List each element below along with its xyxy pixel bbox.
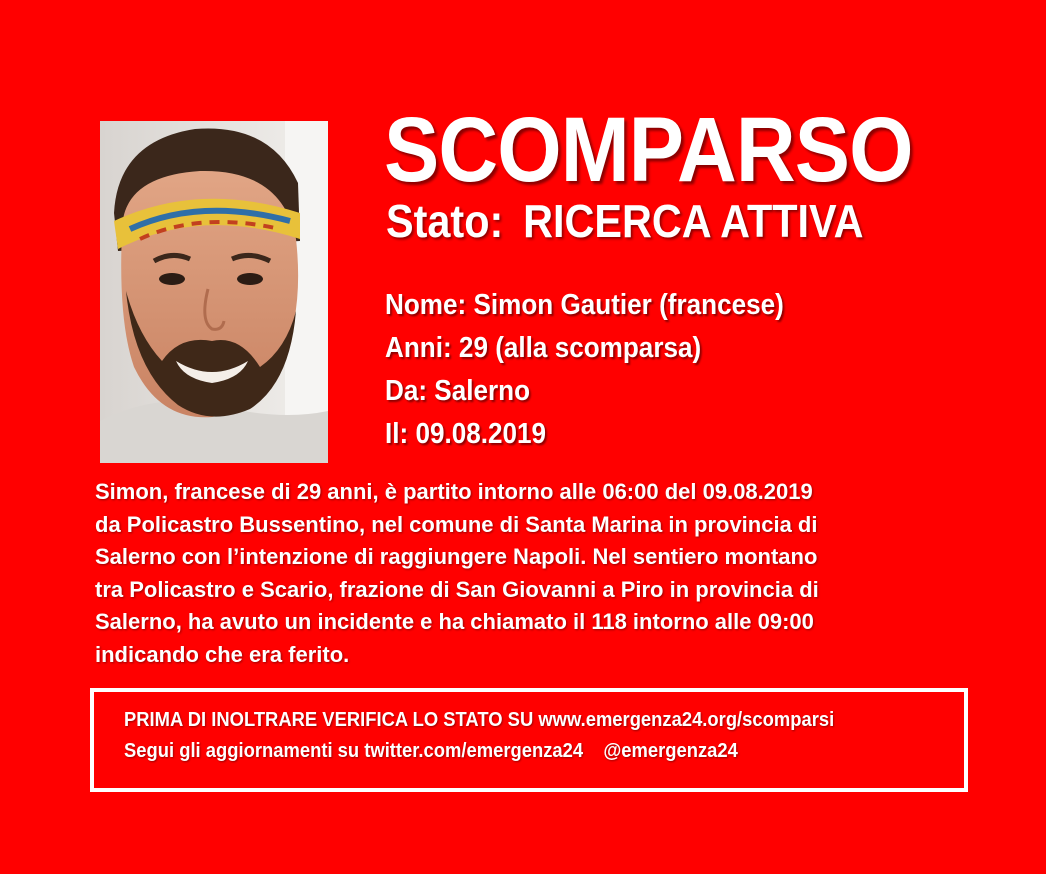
headline-missing: SCOMPARSO: [384, 99, 913, 201]
fact-from: Da: Salerno: [385, 375, 531, 407]
status-line: [386, 195, 864, 247]
status-value: RICERCA ATTIVA: [523, 195, 864, 247]
description-line: Salerno, ha avuto un incidente e ha chiamato il 118 intorno alle 09:00: [95, 609, 814, 634]
footer-verify-text: PRIMA DI INOLTRARE VERIFICA LO STATO SU www.emergenza24.org/scomparsi: [124, 709, 835, 731]
description-paragraph: [95, 476, 965, 671]
fact-date: Il: 09.08.2019: [385, 418, 547, 450]
person-facts: [385, 284, 784, 456]
description-line: tra Policastro e Scario, frazione di San Giovanni a Piro in provincia di: [95, 576, 819, 602]
description-line: Simon, francese di 29 anni, è partito intorno alle 06:00 del 09.08.2019: [95, 479, 813, 504]
footer-notice-box: [90, 688, 968, 792]
footer-handle: @emergenza24: [603, 740, 738, 762]
description-line: da Policastro Bussentino, nel comune di Santa Marina in provincia di: [95, 511, 818, 537]
fact-age: Anni: 29 (alla scomparsa): [385, 332, 702, 364]
description-line: Salerno con l’intenzione di raggiungere Napoli. Nel sentiero montano: [95, 544, 818, 569]
portrait-photo-icon: [100, 121, 328, 463]
footer-follow-line: [124, 741, 738, 761]
missing-person-photo: [100, 121, 328, 463]
fact-name: Nome: Simon Gautier (francese): [385, 289, 784, 321]
footer-follow-text: Segui gli aggiornamenti su twitter.com/emergenza24: [124, 740, 584, 762]
description-line: indicando che era ferito.: [95, 641, 350, 667]
status-label: Stato:: [386, 195, 504, 247]
